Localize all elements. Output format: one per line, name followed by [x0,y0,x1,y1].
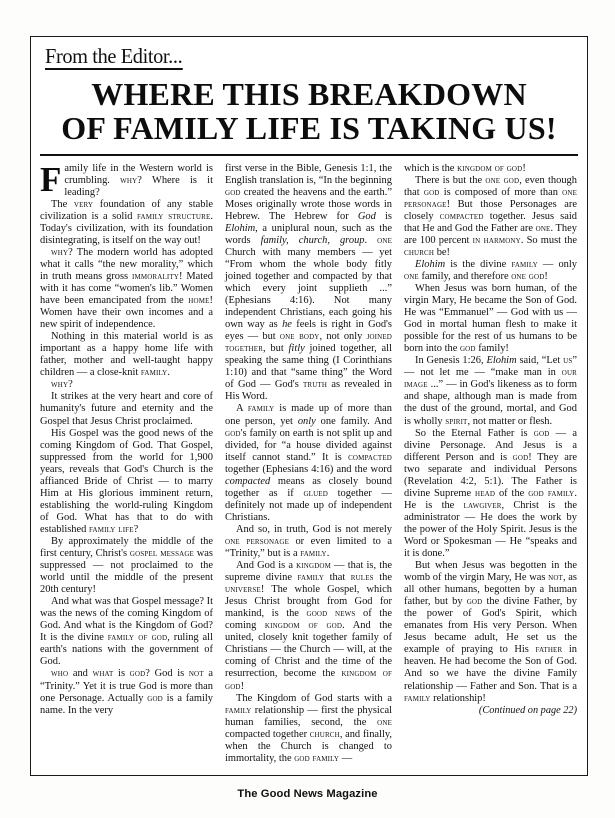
kicker-container [31,37,587,70]
paragraph: And God is a kingdom — that is, the supreme divine family that rules the universe! The whole Gospel, which Jesus Christ brought from God for mankind, is the good news of the coming kingdom of god. And the united, closely knit together family of Christians — the Church — will, at the coming of Christ and the time of the resurrection, become the kingdom of god! [225,560,393,692]
article-frame [30,36,588,776]
paragraph: Elohim is the divine family — only one family, and therefore one god! [404,258,577,282]
article-column-1 [40,159,219,767]
page-title [41,77,577,145]
paragraph: But when Jesus was begotten in the womb of the virgin Mary, He was not, as all other humans, begotten by a human father, but by god the divine Father, by the power of God's Spirit, which emanates from His very Person. When Jesus became adult, He set us the example of praying to His father in heaven. He had become the Son of God. And so we have the divine Family relationship — Father and Son. That is a family relationship! [404,560,577,704]
paragraph: And so, in truth, God is not merely one personage or even limited to a “Trinity,” but is a family. [225,523,392,560]
paragraph: By approximately the middle of the first century, Christ's gospel message was suppressed — not proclaimed to the world until the middle of the present 20th century! [40,535,213,596]
continued-note: (Continued on page 22) [478,704,577,716]
paragraph: It strikes at the very heart and core of humanity's future and eternity and the Gospel that Jesus Christ proclaimed. [40,391,213,427]
headline-line-1: WHERE THIS BREAKDOWN [91,76,527,113]
headline-divider [40,154,578,156]
paragraph: And what was that Gospel message? It was the news of the coming Kingdom of God. And what is the Kingdom of God? It is the divine family of god, ruling all earth's nations with the government of God. [40,596,213,668]
headline-line-2: OF FAMILY LIFE IS TAKING US! [61,110,557,147]
paragraph: who and what is god? God is not a “Trinity.” Yet it is true God is more than one Personage. Actually god is a family name. In the very [40,668,213,716]
kicker-from-the-editor: From the Editor... [45,45,182,70]
article-column-2 [219,163,398,767]
paragraph: why? [51,379,73,391]
paragraph: In Genesis 1:26, Elohim said, “Let us” — not let me — “make man in our image ...” — in God's likeness as to form and shape, although man is made from the dust of the ground, mortal, and God is wholly spirit, not matter or flesh. [404,355,578,427]
article-column-3 [398,163,577,767]
paragraph: When Jesus was born human, of the virgin Mary, He became the Son of God. He was “Emmanuel” — God with us — God in mortal human flesh to make it possible for the rest of us humans to be born into the god family! [404,282,577,355]
paragraph: Nothing in this material world is as important as a happy home life with father, mother and well-taught happy children — a close-knit family. [40,331,213,379]
paragraph: His Gospel was the good news of the coming Kingdom of God. That Gospel, suppressed from the world for 1,900 years, reveals that God's Church is the affianced Bride of Christ — to marry Him at His glorious imminent return, establishing the world-ruling Kingdom of God. What has that to do with established family life? [40,427,213,535]
magazine-footer: The Good News Magazine [237,788,378,800]
article-columns [40,159,578,767]
paragraph: which is the kingdom of god! [404,162,526,174]
paragraph: A family is made up of more than one person, yet only one family. And god's family on earth is not split up and divided, for “a house divided against itself cannot stand.” It is compacted together (Ephesians 4:16) and the word compacted means as closely bound together as if glued together — definitely not made up of independent Christians. [225,403,392,523]
paragraph: why? The modern world has adopted what it calls “the new morality,” which in truth means gross immorality! Mated with it has come “women's lib.” Women have been emancipated from the home! Women have their own incomes and a new spirit of independence. [40,246,213,331]
paragraph: So the Eternal Father is god — a divine Personage. And Jesus is a different Person and is god! They are two separate and individual Persons (Revelation 4:2, 5:1). The Father is divine Supreme head of the god family. He is the lawgiver, Christ is the administrator — He does the work by the power of the Holy Spirit. Jesus is the Word or Spokesman — He “speaks and it is done.” [404,427,578,560]
drop-cap: F [40,159,62,199]
paragraph: Family life in the Western world is crumbling. why? Where is it leading? [40,159,213,199]
paragraph: There is but the one god, even though that god is composed of more than one personage! But those Personages are closely compacted together. Jesus said that He and God the Father are one. They are 100 percent in harmony. So must the church be! [404,174,578,258]
paragraph: first verse in the Bible, Genesis 1:1, the English translation is, “In the beginning god created the heavens and the earth.” Moses originally wrote those words in Hebrew. The Hebrew for God is Elohim, a uniplural noun, such as the words family, church, group. one Church with many members — yet “From whom the whole body fitly joined together and compacted by that which every joint supplieth ...” (Ephesians 4:16). Not many independent Christians, each going his own way as he feels is right in God's eyes — but one body, not only joined together, but fitly joined together, all speaking the same thing (I Corinthians 1:10) and that “same thing” the Word of God — God's truth as revealed in His Word. [225,162,393,403]
paragraph: The very foundation of any stable civilization is a solid family structure. Today's civilization, with its foundation disintegrating, is itself on the way out! [40,198,213,246]
paragraph: The Kingdom of God starts with a family relationship — first the physical human families, second, the one compacted together church, and finally, when the Church is changed to immortality, the god family — [225,692,392,764]
